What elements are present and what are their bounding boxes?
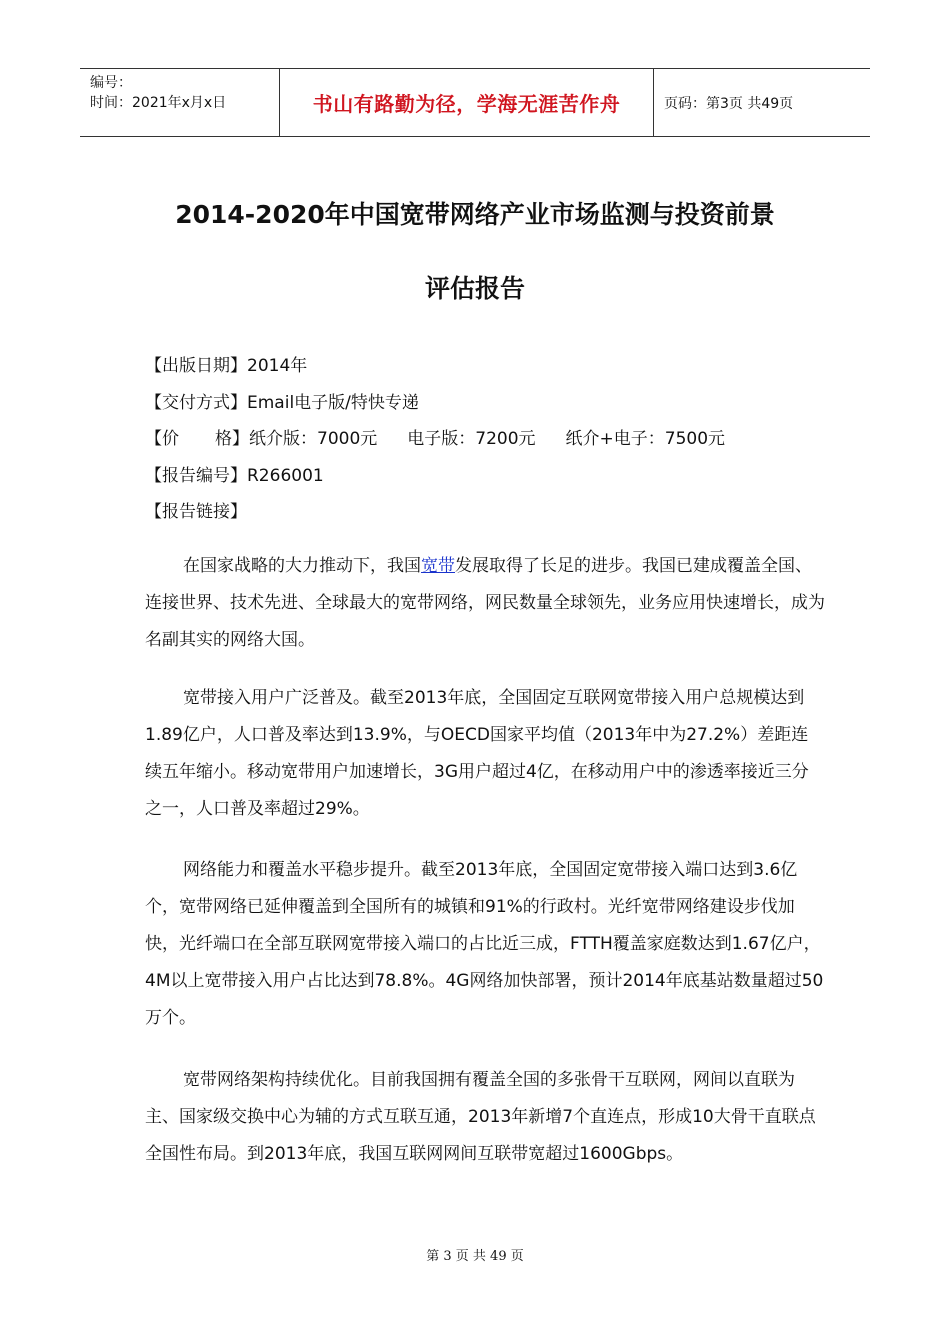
meta-link: [145, 494, 725, 531]
header-meta-cell: [80, 69, 280, 136]
meta-pub-date: [145, 348, 725, 385]
meta-delivery-label: 【交付方式】: [145, 392, 247, 413]
paragraph-3-text: 网络能力和覆盖水平稳步提升。截至2013年底，全国固定宽带接入端口达到3.6亿个，宽带网络已延伸覆盖到全国所有的城镇和91%的行政村。光纤宽带网络建设步伐加快，光纤端口在全部互联网宽带接入端口的占比近三成，FTTH覆盖家庭数达到1.67亿户，4M以上宽带接入用户占比达到78.8%。4G网络加快部署，预计2014年底基站数量超过50万个。: [145, 860, 824, 1028]
paragraph-2: [145, 680, 825, 828]
report-meta: [145, 348, 725, 531]
paragraph-4: [145, 1062, 825, 1173]
meta-pub-date-label: 【出版日期】: [145, 356, 247, 376]
page-footer: 第 3 页 共 49 页: [426, 1249, 524, 1264]
paragraph-3: [145, 852, 825, 1037]
paragraph-1: [145, 548, 825, 659]
meta-price-label-b: 格】: [215, 429, 249, 449]
header-time-label: 时间：2021年x月x日: [90, 95, 227, 111]
header-number-label: 编号：: [90, 75, 132, 91]
paragraph-1-before: 在国家战略的大力推动下，我国: [183, 556, 421, 576]
meta-code: [145, 458, 725, 495]
paragraph-1-after: 发展取得了长足的进步。我国已建成覆盖全国、连接世界、技术先进、全球最大的宽带网络，网民数量全球领先，业务应用快速增长，成为名副其实的网络大国。: [145, 556, 825, 650]
header-page-label: 页码：第3页 共49页: [664, 95, 794, 112]
meta-delivery-value: Email电子版/特快专递: [247, 392, 419, 413]
meta-price-label-a: 【价: [145, 429, 179, 449]
meta-price: [145, 421, 725, 458]
meta-price-paper: 纸介版：7000元: [249, 429, 378, 449]
meta-price-electronic: 电子版：7200元: [407, 429, 536, 449]
meta-code-label: 【报告编号】: [145, 465, 247, 486]
report-title-line1: 2014-2020年中国宽带网络产业市场监测与投资前景: [175, 200, 775, 229]
broadband-link[interactable]: 宽带: [421, 556, 455, 576]
report-title-line2: 评估报告: [424, 274, 525, 303]
meta-code-value: R266001: [247, 465, 324, 486]
page-header: [80, 68, 870, 137]
meta-link-label: 【报告链接】: [145, 502, 247, 522]
meta-delivery: [145, 385, 725, 422]
meta-pub-date-value: 2014年: [247, 356, 308, 376]
paragraph-2-text: 宽带接入用户广泛普及。截至2013年底，全国固定互联网宽带接入用户总规模达到1.89亿户，人口普及率达到13.9%，与OECD国家平均值（2013年中为27.2%）差距连续五年缩小。移动宽带用户加速增长，3G用户超过4亿，在移动用户中的渗透率接近三分之一，人口普及率超过29%。: [145, 688, 809, 819]
meta-price-both: 纸介+电子：7500元: [565, 429, 726, 449]
header-motto: 书山有路勤为径，学海无涯苦作舟: [280, 69, 654, 136]
paragraph-4-text: 宽带网络架构持续优化。目前我国拥有覆盖全国的多张骨干互联网，网间以直联为主、国家级交换中心为辅的方式互联互通，2013年新增7个直连点，形成10大骨干直联点全国性布局。到2013年底，我国互联网网间互联带宽超过1600Gbps。: [145, 1070, 816, 1164]
